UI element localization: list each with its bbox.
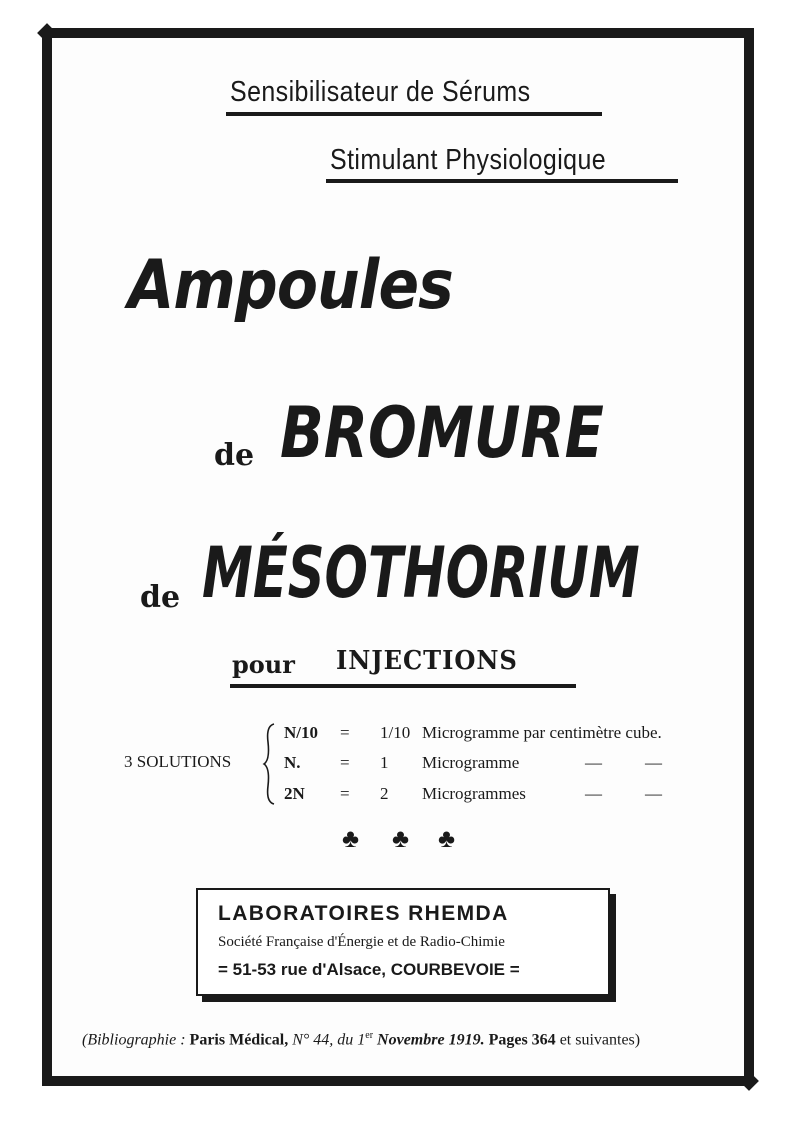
bibliography-du: du — [337, 1031, 354, 1049]
bibliography-day: 1 — [357, 1031, 366, 1049]
solution-row-2-ditto-2: — — [645, 753, 662, 772]
club-ornament-icon: ♣ — [392, 824, 410, 853]
solution-row-1-eq: = — [340, 723, 350, 742]
solution-row-1-unit: Microgramme par centimètre cube. — [422, 723, 662, 742]
bibliography-day-sup: er — [365, 1030, 374, 1041]
bibliography-open: ( — [82, 1031, 88, 1049]
header-underline-1 — [226, 112, 602, 116]
bibliography-pages: Pages 364 — [488, 1031, 556, 1049]
headline-de-2: de — [140, 580, 181, 615]
bibliography-label: Bibliographie : — [87, 1031, 186, 1049]
bibliography-date: Novembre 1919. — [377, 1031, 485, 1049]
injections-label: INJECTIONS — [336, 646, 518, 676]
laboratory-box — [196, 888, 610, 996]
headline-mesothorium: MÉSOTHORIUM — [202, 532, 640, 614]
header-line-1: Sensibilisateur de Sérums — [230, 76, 531, 108]
solutions-brace — [262, 722, 276, 806]
laboratory-subtitle: Société Française d'Énergie et de Radio-Chimie — [218, 934, 505, 950]
laboratory-address: = 51-53 rue d'Alsace, COURBEVOIE = — [218, 960, 520, 979]
club-ornament-icon: ♣ — [438, 824, 456, 853]
solution-row-2-name: N. — [284, 753, 301, 772]
bibliography-suite: et suivantes) — [559, 1031, 641, 1049]
solution-row-2-eq: = — [340, 753, 350, 772]
solution-row-1-name: N/10 — [284, 723, 318, 742]
solution-row-3-value: 2 — [380, 784, 389, 803]
solution-row-2-ditto-1: — — [585, 753, 602, 772]
laboratory-title: LABORATOIRES RHEMDA — [218, 902, 509, 925]
solution-row-2-unit: Microgramme — [422, 753, 520, 772]
injections-underline — [230, 684, 576, 688]
solution-row-3-eq: = — [340, 784, 350, 803]
solution-row-2-value: 1 — [380, 753, 389, 772]
solution-row-3-unit: Microgrammes — [422, 784, 526, 803]
solutions-label: 3 SOLUTIONS — [124, 752, 232, 771]
bibliography-journal: Paris Médical, — [189, 1031, 289, 1049]
bibliography-number: N° 44, — [292, 1031, 334, 1049]
pour-label: pour — [232, 650, 295, 679]
header-line-2: Stimulant Physiologique — [330, 144, 607, 176]
solution-row-3-name: 2N — [284, 784, 305, 803]
headline-bromure: BROMURE — [280, 392, 604, 474]
solution-row-1-value: 1/10 — [380, 723, 411, 742]
headline-ampoules: Ampoules — [128, 246, 453, 325]
club-ornament-icon: ♣ — [342, 824, 360, 853]
solution-row-3-ditto-2: — — [645, 784, 662, 803]
solution-row-3-ditto-1: — — [585, 784, 602, 803]
header-underline-2 — [326, 179, 678, 183]
bibliography-line — [82, 1030, 640, 1049]
headline-de-1: de — [214, 438, 255, 473]
